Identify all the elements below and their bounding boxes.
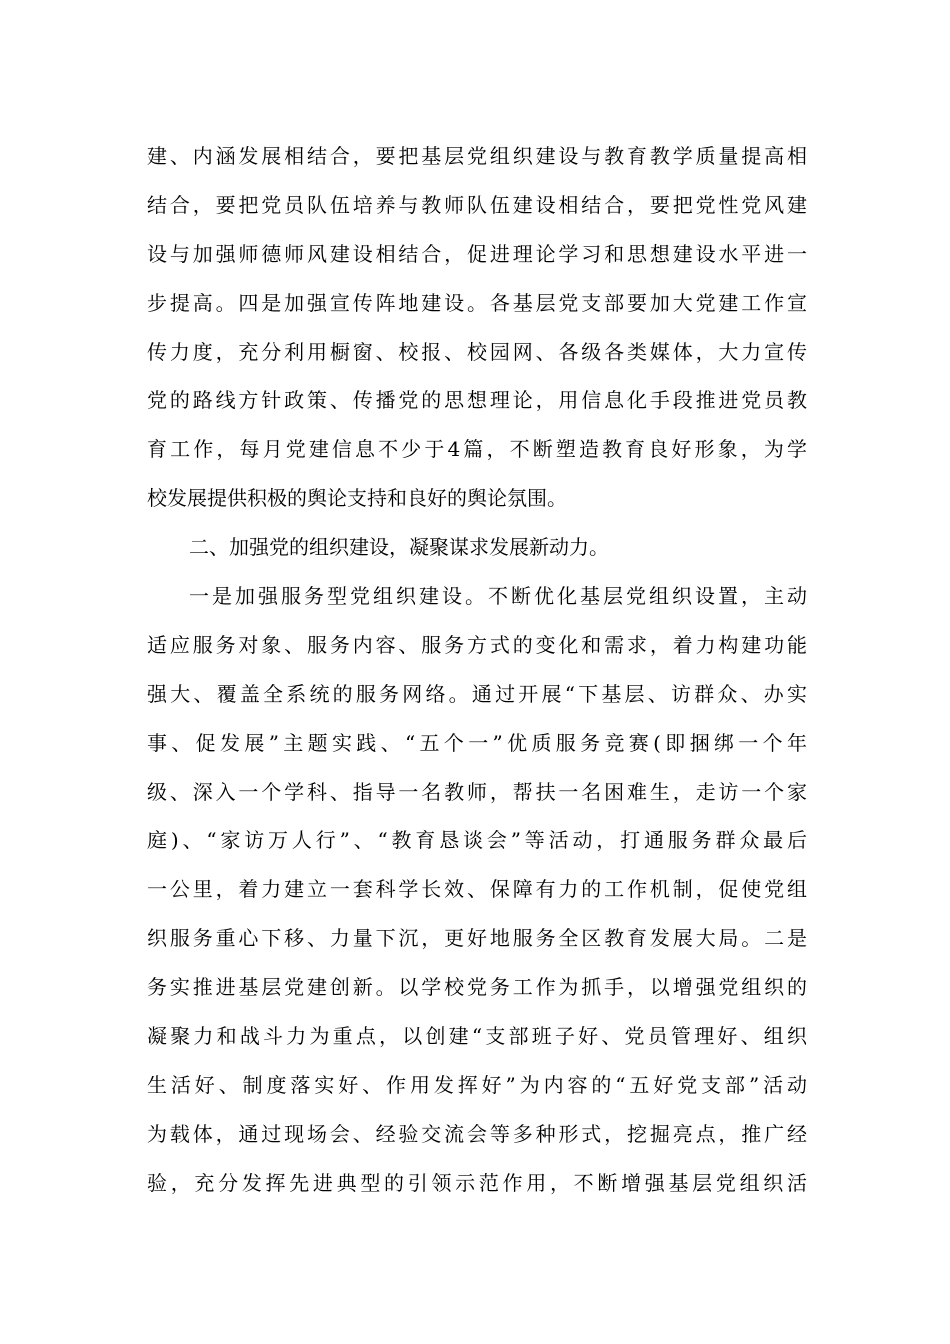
text-line: 建、内涵发展相结合，要把基层党组织建设与教育教学质量提高相 — [147, 144, 807, 168]
text-line: 凝聚力和战斗力为重点，以创建“支部班子好、党员管理好、组织 — [147, 1024, 807, 1049]
text-line: 一是加强服务型党组织建设。不断优化基层党组织设置，主动 — [189, 584, 807, 609]
text-line: 结合，要把党员队伍培养与教师队伍建设相结合，要把党性党风建 — [147, 192, 807, 217]
text-line: 事、促发展”主题实践、“五个一”优质服务竞赛(即捆绑一个年 — [147, 730, 807, 755]
text-line: 织服务重心下移、力量下沉，更好地服务全区教育发展大局。二是 — [147, 926, 807, 951]
section-heading: 二、加强党的组织建设，凝聚谋求发展新动力。 — [189, 535, 609, 560]
text-line: 适应服务对象、服务内容、服务方式的变化和需求，着力构建功能 — [147, 632, 807, 657]
text-line: 一公里，着力建立一套科学长效、保障有力的工作机制，促使党组 — [147, 877, 807, 902]
text-line: 步提高。四是加强宣传阵地建设。各基层党支部要加大党建工作宣 — [147, 290, 807, 315]
text-line: 验，充分发挥先进典型的引领示范作用，不断增强基层党组织活 — [147, 1170, 807, 1195]
text-line: 校发展提供积极的舆论支持和良好的舆论氛围。 — [147, 486, 567, 511]
text-line: 强大、覆盖全系统的服务网络。通过开展“下基层、访群众、办实 — [147, 681, 807, 706]
text-line: 生活好、制度落实好、作用发挥好”为内容的“五好党支部”活动 — [147, 1072, 807, 1097]
text-line: 级、深入一个学科、指导一名教师，帮扶一名困难生，走访一个家 — [147, 779, 807, 804]
text-line: 设与加强师德师风建设相结合，促进理论学习和思想建设水平进一 — [147, 241, 807, 266]
text-line: 育工作，每月党建信息不少于4篇，不断塑造教育良好形象，为学 — [147, 437, 807, 462]
text-line: 务实推进基层党建创新。以学校党务工作为抓手，以增强党组织的 — [147, 975, 807, 1000]
text-line: 为载体，通过现场会、经验交流会等多种形式，挖掘亮点，推广经 — [147, 1121, 807, 1146]
text-line: 传力度，充分利用橱窗、校报、校园网、各级各类媒体，大力宣传 — [147, 339, 807, 364]
body-text — [147, 132, 807, 1208]
text-line: 庭)、“家访万人行”、“教育恳谈会”等活动，打通服务群众最后 — [147, 828, 807, 853]
text-line: 党的路线方针政策、传播党的思想理论，用信息化手段推进党员教 — [147, 388, 807, 413]
